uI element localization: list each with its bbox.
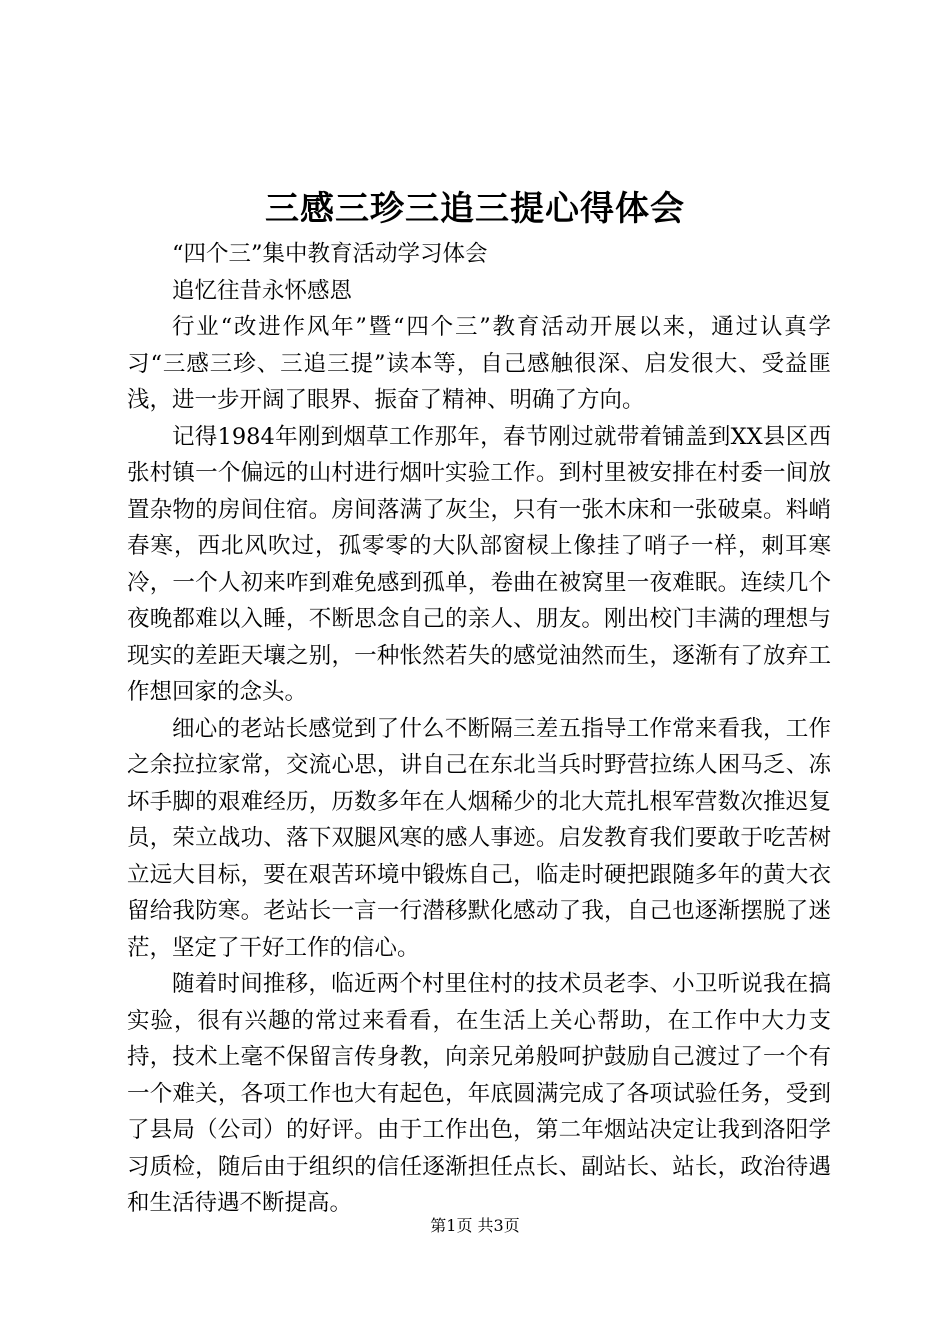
subtitle-line: “四个三”集中教育活动学习体会 bbox=[172, 241, 488, 267]
document-body bbox=[127, 236, 831, 1222]
document-title: 三感三珍三追三提心得体会 bbox=[265, 189, 685, 229]
section-heading: 追忆往昔永怀感恩 bbox=[172, 277, 353, 304]
page-number-footer: 第1页 共3页 bbox=[430, 1216, 520, 1235]
body-paragraph: 行业“改进作风年”暨“四个三”教育活动开展以来，通过认真学习“三感三珍、三追三提”读本等，自己感触很深、启发很大、受益匪浅，进一步开阔了眼界、振奋了精神、明确了方向。 bbox=[127, 314, 831, 413]
body-paragraph: 细心的老站长感觉到了什么不断隔三差五指导工作常来看我，工作之余拉拉家常，交流心思，讲自己在东北当兵时野营拉练人困马乏、冻坏手脚的艰难经历，历数多年在人烟稀少的北大荒扎根军营数次推迟复员，荣立战功、落下双腿风寒的感人事迹。启发教育我们要敢于吃苦树立远大目标，要在艰苦环境中锻炼自己，临走时硬把跟随多年的黄大衣留给我防寒。老站长一言一行潜移默化感动了我，自己也逐渐摆脱了迷茫，坚定了干好工作的信心。 bbox=[127, 715, 831, 961]
body-paragraph: 记得1984年刚到烟草工作那年，春节刚过就带着铺盖到XX县区西张村镇一个偏远的山村进行烟叶实验工作。到村里被安排在村委一间放置杂物的房间住宿。房间落满了灰尘，只有一张木床和一张破桌。料峭春寒，西北风吹过，孤零零的大队部窗棂上像挂了哨子一样，刺耳寒冷，一个人初来咋到难免感到孤单，卷曲在被窝里一夜难眠。连续几个夜晚都难以入睡，不断思念自己的亲人、朋友。刚出校门丰满的理想与现实的差距天壤之别，一种怅然若失的感觉油然而生，逐渐有了放弃工作想回家的念头。 bbox=[127, 423, 831, 705]
body-paragraph: 随着时间推移，临近两个村里住村的技术员老李、小卫听说我在搞实验，很有兴趣的常过来看看，在生活上关心帮助，在工作中大力支持，技术上毫不保留言传身教，向亲兄弟般呵护鼓励自己渡过了一个有一个难关，各项工作也大有起色，年底圆满完成了各项试验任务，受到了县局（公司）的好评。由于工作出色，第二年烟站决定让我到洛阳学习质检，随后由于组织的信任逐渐担任点长、副站长、站长，政治待遇和生活待遇不断提高。 bbox=[127, 971, 831, 1216]
